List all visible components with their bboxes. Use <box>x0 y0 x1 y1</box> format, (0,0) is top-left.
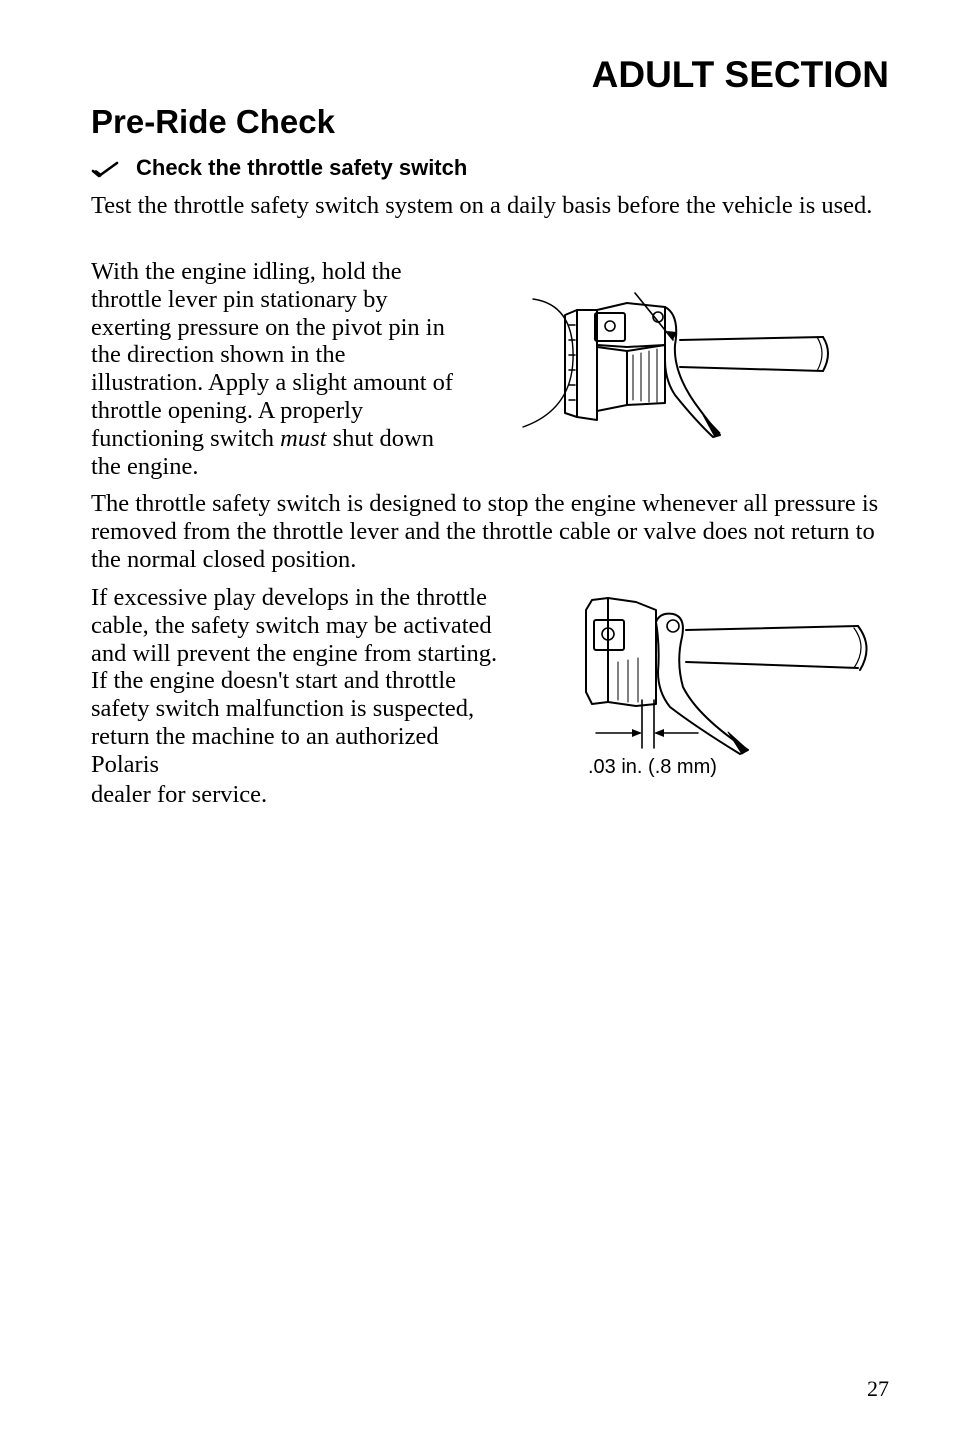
section-title: ADULT SECTION <box>591 54 889 95</box>
check-icon <box>91 161 119 179</box>
throttle-switch-illustration <box>515 285 835 445</box>
paragraph-test-procedure <box>91 258 461 480</box>
emphasis-must: must <box>280 424 327 452</box>
paragraph-excessive-play <box>91 584 511 808</box>
paragraph-test-procedure-text: With the engine idling, hold the throttle lever pin stationary by exerting pressure on the pivot pin in the direction shown in the illustration. Apply a slight amount of throttle opening. A properly functioning switch <box>91 258 454 452</box>
checklist-item-label: Check the throttle safety switch <box>136 155 468 180</box>
paragraph-excessive-play-text: If excessive play develops in the throttle cable, the safety switch may be activated and will prevent the engine from starting. If the engine doesn't start and throttle safety switch malfunction is suspected, return the machine to an authorized Polaris <box>91 584 498 778</box>
paragraph-switch-design: The throttle safety switch is designed to stop the engine whenever all pressure is removed from the throttle lever and the throttle cable or valve does not return to the normal closed position. <box>91 490 879 573</box>
paragraph-daily-test: Test the throttle safety switch system on a daily basis before the vehicle is used. <box>91 192 873 219</box>
paragraph-excessive-play-end: dealer for service. <box>91 780 268 808</box>
page-heading: Pre-Ride Check <box>91 103 335 140</box>
lever-play-illustration <box>578 592 878 757</box>
paragraph-test-procedure-end: shut down the engine. <box>91 424 435 480</box>
page-number: 27 <box>867 1376 889 1401</box>
gap-measurement-label: .03 in. (.8 mm) <box>588 756 717 778</box>
